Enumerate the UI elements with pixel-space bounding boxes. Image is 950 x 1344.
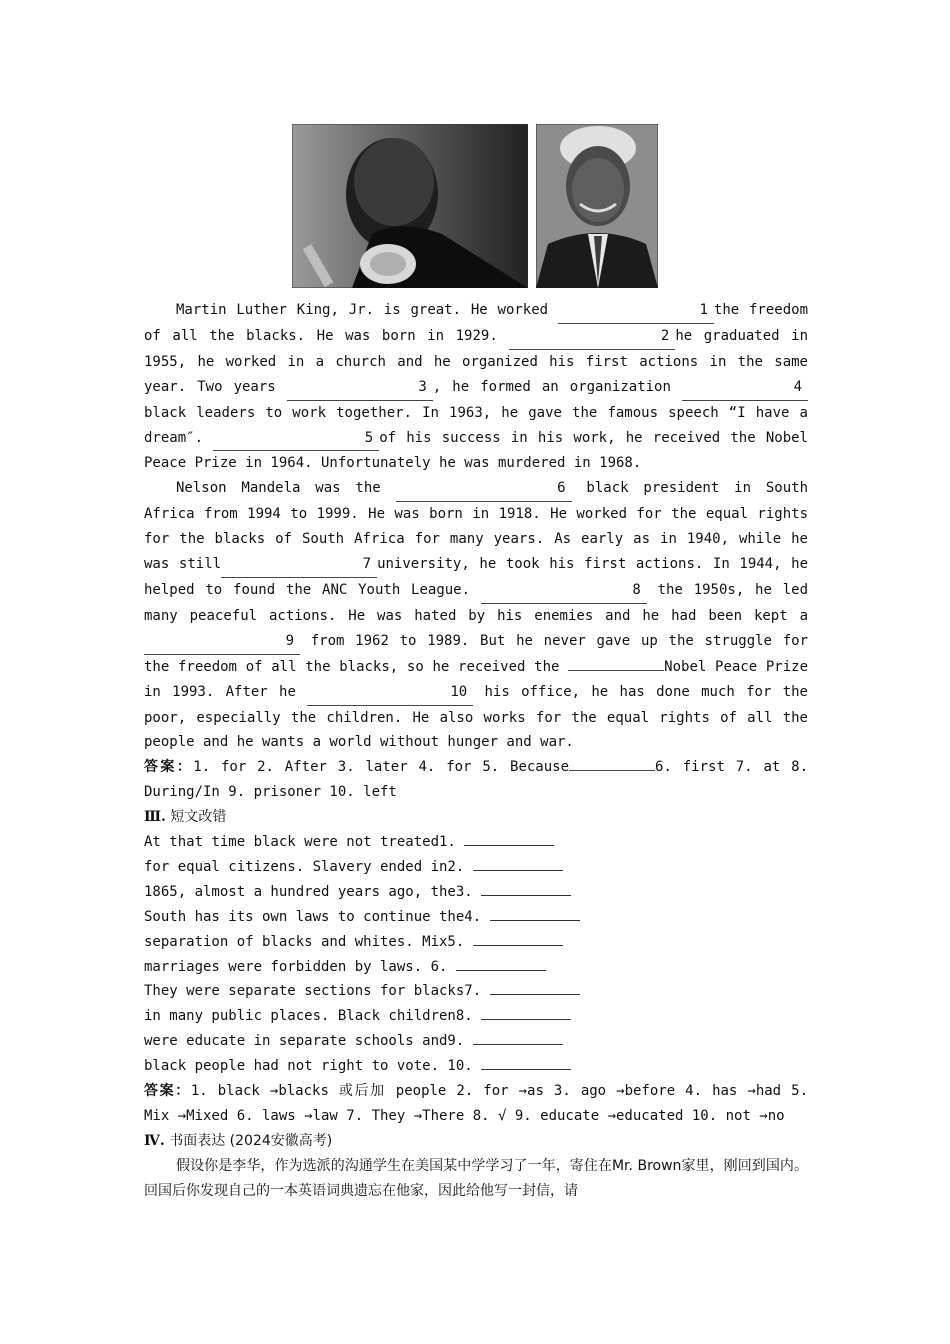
passage-king: Martin Luther King, Jr. is great. He worked 1 the freedom of all the blacks. He was born in 1929. 2 he graduated in 1955, he worked in a church and he organized his first actions in the same year. Two years 3 , he formed an organization 4 black leaders to work together. In 1963, he gave the famous speech “I have a dream″. 5 of his success in his work, he received the Nobel Peace Prize in 1964. Unfortunately he was murdered in 1968.: [144, 298, 808, 476]
blank-4: 4: [682, 375, 808, 401]
correction-row: black people had not right to vote. 10.: [144, 1054, 808, 1079]
answer-line: [481, 1055, 571, 1070]
correction-row: They were separate sections for blacks7.: [144, 979, 808, 1004]
blank-7: 7: [221, 552, 377, 578]
blank-nobel: [568, 670, 664, 671]
answer-line: [473, 856, 563, 871]
answers-cloze: 答案：1. for 2. After 3. later 4. for 5. Because 6. first 7. at 8. During/In 9. prisoner 10. left: [144, 759, 809, 801]
correction-row: 1865, almost a hundred years ago, the3.: [144, 880, 808, 905]
correction-row: for equal citizens. Slavery ended in2.: [144, 855, 808, 880]
blank-10: 10: [307, 680, 473, 706]
answer-line: [490, 906, 580, 921]
answer-line: [456, 956, 546, 971]
answer-line: [473, 1030, 563, 1045]
answer-label: 答案：: [144, 1083, 191, 1100]
correction-row: in many public places. Black children8.: [144, 1004, 808, 1029]
correction-row: were educate in separate schools and9.: [144, 1029, 808, 1054]
blank-2: 2: [509, 324, 675, 350]
blank-9: 9: [144, 629, 300, 655]
answer-line: [473, 931, 563, 946]
error-correction-rows: [144, 830, 808, 1079]
portrait-king-image: [292, 124, 528, 288]
correction-row: South has its own laws to continue the4.: [144, 905, 808, 930]
answers-correction: 答案：1. black →blacks 或后加 people 2. for →as 3. ago →before 4. has →had 5. Mix →Mixed 6. laws →law 7. They →There 8. √ 9. educate →educated 10. not →no: [144, 1083, 809, 1124]
portrait-king-photo: [292, 124, 528, 288]
portrait-mandela-photo: [536, 124, 658, 288]
answer-line: [481, 881, 571, 896]
photo-strip: [292, 124, 658, 288]
correction-row: separation of blacks and whites. Mix5.: [144, 930, 808, 955]
document-body: [144, 298, 808, 1204]
portrait-mandela-image: [536, 124, 658, 288]
writing-prompt: 假设你是李华，作为选派的沟通学生在美国某中学学习了一年，寄住在Mr. Brown家里，刚回到国内。回国后你发现自己的一本英语词典遗忘在他家，因此给他写一封信，请: [144, 1157, 808, 1199]
correction-row: At that time black were not treated1.: [144, 830, 808, 855]
answer-line: [490, 980, 580, 995]
blank-1: 1: [558, 298, 714, 324]
section-3-heading: Ⅲ. 短文改错: [144, 809, 227, 826]
answer-label: 答案：: [144, 759, 194, 776]
section-4-heading: Ⅳ. 书面表达 (2024安徽高考): [144, 1132, 333, 1149]
passage-mandela: Nelson Mandela was the 6 black president in South Africa from 1994 to 1999. He was born in 1918. He worked for the equal rights for the blacks of South Africa for many years. As early as in 1940, while he was still 7 university, he took his first actions. In 1944, he helped to found the ANC Youth League. 8 the 1950s, he led many peaceful actions. He was hated by his enemies and he had been kept a 9 from 1962 to 1989. But he never gave up the struggle for the freedom of all the blacks, so he received the Nobel Peace Prize in 1993. After he 10 his office, he has done much for the poor, especially the children. He also works for the equal rights of all the people and he wants a world without hunger and war.: [144, 476, 808, 755]
blank-6: 6: [396, 476, 572, 502]
answer-line: [481, 1005, 571, 1020]
blank-8: 8: [481, 578, 647, 604]
answer-line: [464, 831, 554, 846]
correction-row: marriages were forbidden by laws. 6.: [144, 955, 808, 980]
blank-answer-line: [569, 770, 655, 771]
blank-5: 5: [213, 426, 379, 452]
blank-3: 3: [287, 375, 433, 401]
